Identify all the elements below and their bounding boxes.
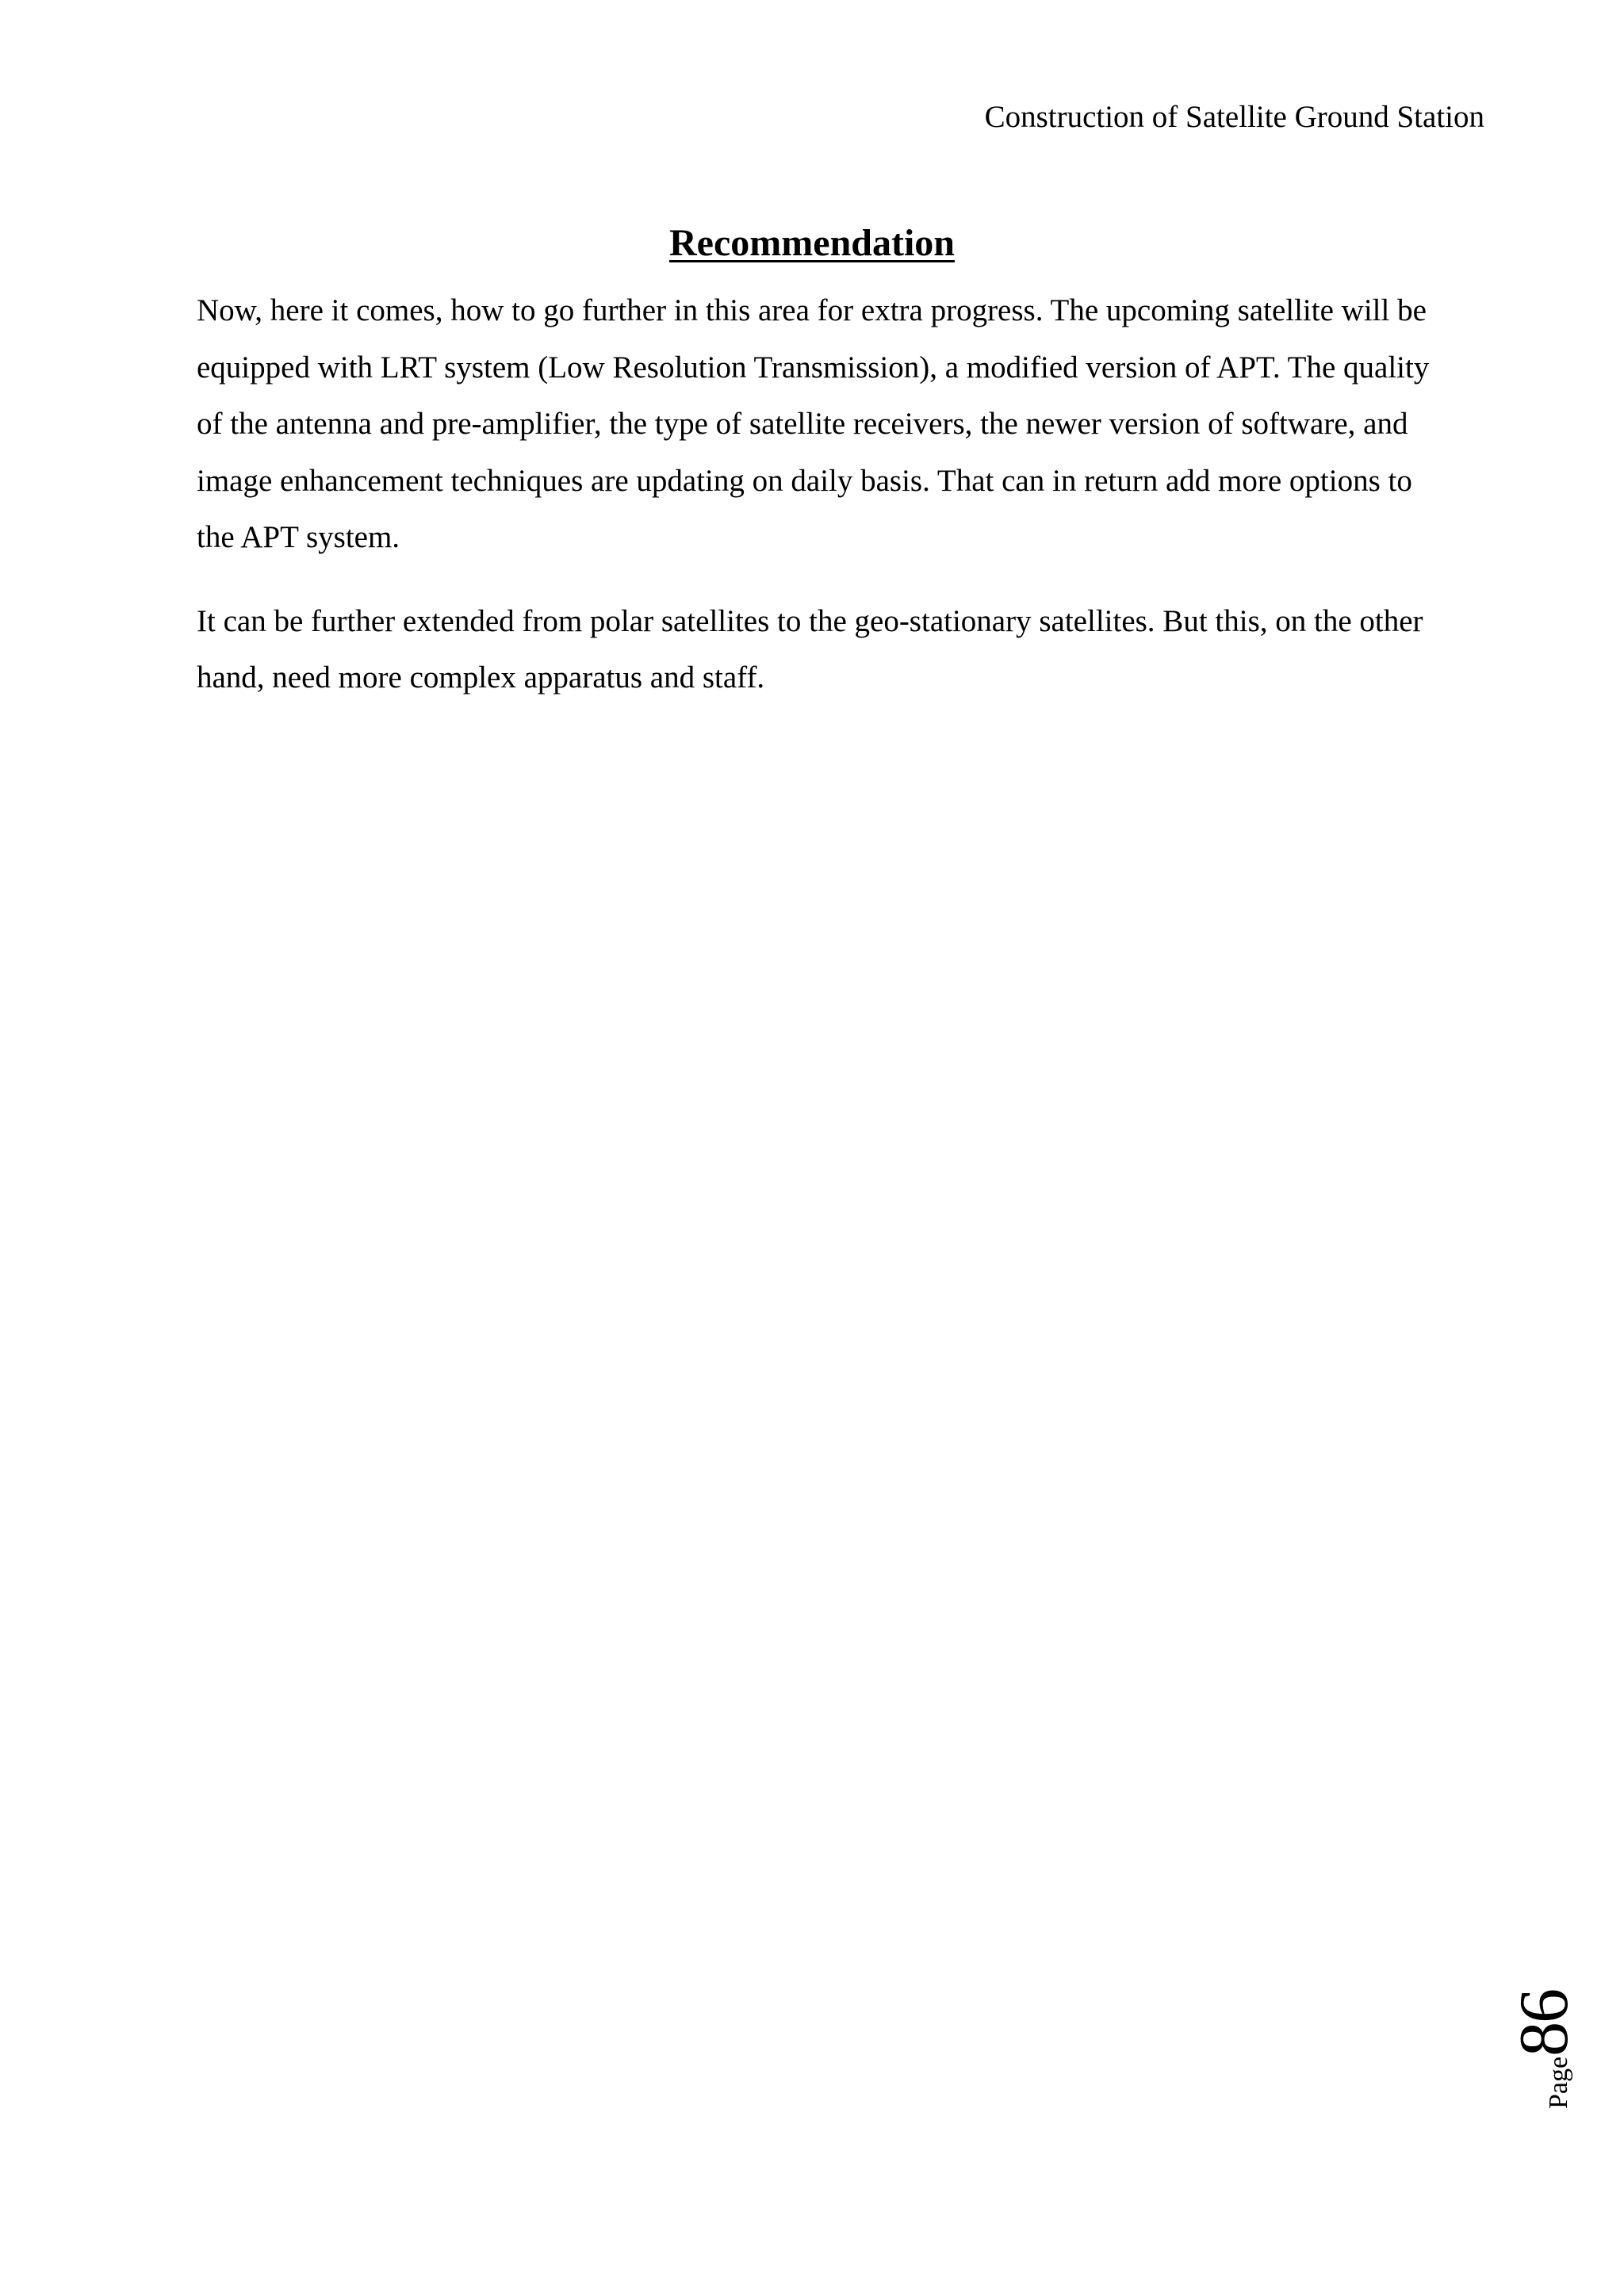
paragraph-1: Now, here it comes, how to go further in this area for extra progress. The upcoming satellite will be equipped with LRT system (Low Resolution Transmission), a modified version of APT. The quality of the antenna and pre-amplifier, the type of satellite receivers, the newer version of software, and image enhancement techniques are updating on daily basis. That can in return add more options to the APT system. <box>197 293 1430 554</box>
page-label: Page <box>1544 2056 1573 2109</box>
page-number <box>1508 1990 1581 2109</box>
page-title: Recommendation <box>669 222 955 265</box>
body-text <box>197 282 1443 733</box>
page-number-value: 86 <box>1506 1989 1583 2057</box>
running-header: Construction of Satellite Ground Station <box>984 100 1484 134</box>
paragraph-2: It can be further extended from polar satellites to the geo-stationary satellites. But this, on the other hand, need more complex apparatus and staff. <box>197 603 1423 695</box>
